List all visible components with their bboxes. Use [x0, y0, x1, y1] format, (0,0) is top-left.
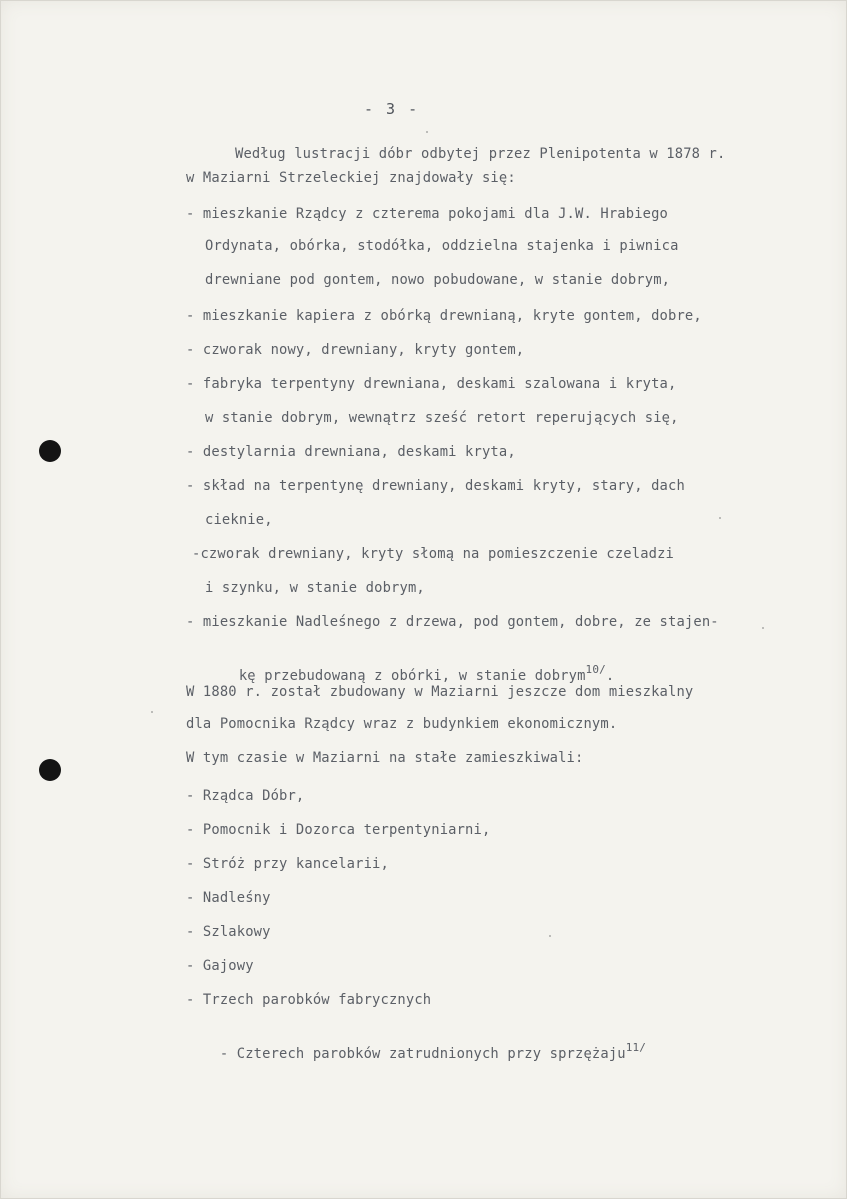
text-line-1: Według lustracji dóbr odbytej przez Plenipotenta w 1878 r.	[235, 146, 726, 162]
footnote-10-punctuation: .	[605, 667, 615, 684]
text-line-15: - mieszkanie Nadleśnego z drzewa, pod gontem, dobre, ze stajen-	[186, 614, 719, 630]
text-line-10: - destylarnia drewniana, deskami kryta,	[186, 444, 516, 460]
text-line-14: i szynku, w stanie dobrym,	[205, 580, 425, 596]
paper-blemish-3	[151, 711, 153, 713]
paper-blemish-1	[426, 131, 428, 133]
text-line-20: - Rządca Dóbr,	[186, 788, 305, 804]
text-line-8: - fabryka terpentyny drewniana, deskami szalowana i kryta,	[186, 376, 677, 392]
line-27-text: - Czterech parobków zatrudnionych przy sprzężaju	[219, 1045, 626, 1062]
text-line-23: - Nadleśny	[186, 890, 271, 906]
paper-blemish-4	[762, 627, 764, 629]
text-line-5: drewniane pod gontem, nowo pobudowane, w stanie dobrym,	[205, 272, 671, 288]
page-number: - 3 -	[364, 100, 420, 118]
text-line-27	[186, 1028, 646, 1075]
text-line-7: - czworak nowy, drewniany, kryty gontem,	[186, 342, 525, 358]
text-line-24: - Szlakowy	[186, 924, 271, 940]
text-line-2: w Maziarni Strzeleckiej znajdowały się:	[186, 170, 516, 186]
text-line-19: W tym czasie w Maziarni na stałe zamieszkiwali:	[186, 750, 584, 766]
text-line-11: - skład na terpentynę drewniany, deskami kryty, stary, dach	[186, 478, 685, 494]
paper-blemish-5	[719, 517, 721, 519]
footnote-11: 11/	[625, 1040, 647, 1054]
text-line-22: - Stróż przy kancelarii,	[186, 856, 389, 872]
text-line-17: W 1880 r. został zbudowany w Maziarni jeszcze dom mieszkalny	[186, 684, 694, 700]
text-line-26: - Trzech parobków fabrycznych	[186, 992, 432, 1008]
text-line-25: - Gajowy	[186, 958, 254, 974]
text-line-12: cieknie,	[205, 512, 273, 528]
line-16-text: kę przebudowaną z obórki, w stanie dobrym	[238, 667, 586, 684]
text-line-9: w stanie dobrym, wewnątrz sześć retort reperujących się,	[205, 410, 679, 426]
text-line-21: - Pomocnik i Dozorca terpentyniarni,	[186, 822, 491, 838]
text-line-6: - mieszkanie kapiera z obórką drewnianą, kryte gontem, dobre,	[186, 308, 702, 324]
punch-hole-bottom	[39, 759, 61, 781]
paper-blemish-2	[549, 935, 551, 937]
text-line-13: -czworak drewniany, kryty słomą na pomieszczenie czeladzi	[192, 546, 675, 562]
footnote-10: 10/	[585, 662, 606, 676]
text-line-3: - mieszkanie Rządcy z czterema pokojami dla J.W. Hrabiego	[186, 206, 669, 222]
punch-hole-top	[39, 440, 61, 462]
text-line-18: dla Pomocnika Rządcy wraz z budynkiem ekonomicznym.	[186, 716, 618, 732]
text-line-4: Ordynata, obórka, stodółka, oddzielna stajenka i piwnica	[205, 238, 679, 254]
